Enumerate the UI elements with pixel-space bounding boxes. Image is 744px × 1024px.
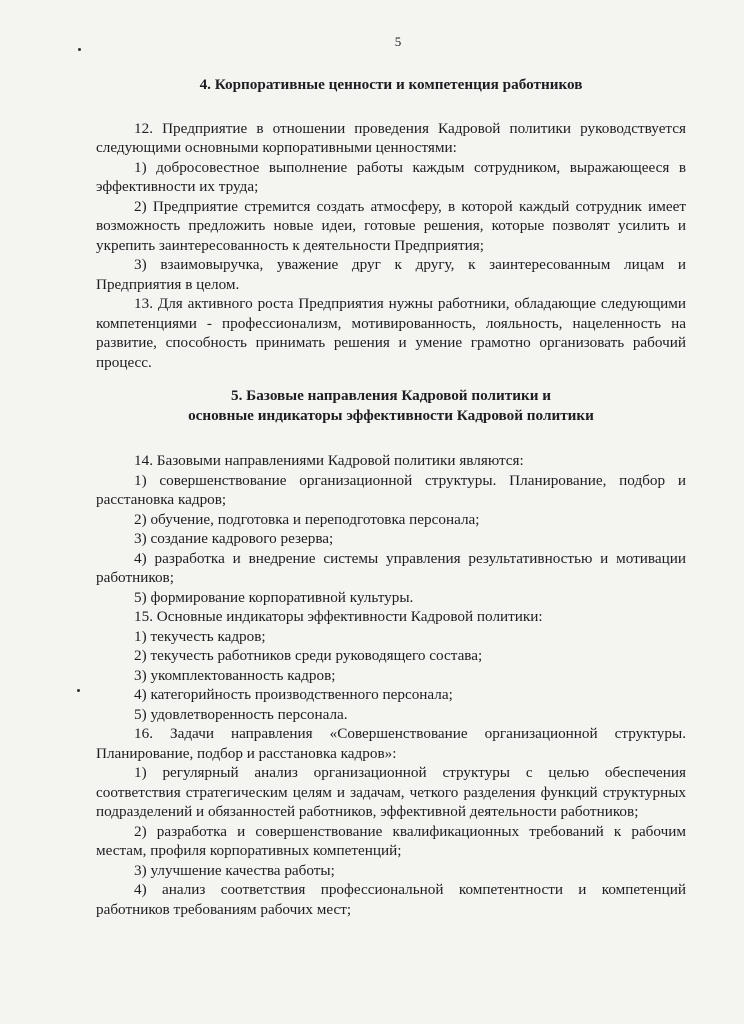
list-item: 3) улучшение качества работы; (134, 861, 335, 879)
paragraph: 14. Базовыми направлениями Кадровой политики являются: (134, 452, 524, 469)
scan-speck (78, 48, 81, 51)
list-item: 4) категорийность производственного персонала; (134, 686, 453, 703)
section-4-body (96, 119, 686, 373)
list-item: 3) укомплектованность кадров; (134, 666, 336, 684)
list-item: 1) совершенствование организационной структуры. Планирование, подбор и расстановка кадров; (96, 471, 686, 508)
list-item: 4) разработка и внедрение системы управления результативностью и мотивации работников; (96, 549, 686, 586)
section-5-body (96, 451, 686, 919)
scan-speck (77, 689, 80, 692)
list-item: 2) обучение, подготовка и переподготовка персонала; (134, 510, 480, 528)
list-item: 2) текучесть работников среди руководящего состава; (134, 647, 483, 664)
list-item: 2) Предприятие стремится создать атмосферу, в которой каждый сотрудник имеет возможность предложить новые идеи, готовые решения, которые позволят усилить и укрепить заинтересованность к деятельности Предприятия; (96, 197, 686, 254)
section-5-title-line-1: 5. Базовые направления Кадровой политики и (230, 387, 552, 404)
section-4-title: 4. Корпоративные ценности и компетенция работников (199, 76, 583, 93)
paragraph: 12. Предприятие в отношении проведения Кадровой политики руководствуется следующими основными корпоративными ценностями: (96, 119, 686, 156)
list-item: 5) формирование корпоративной культуры. (134, 588, 414, 606)
list-item: 1) регулярный анализ организационной структуры с целью обеспечения соответствия стратегическим целям и задачам, четкого разделения функций структурных подразделений и обязанностей работников, эффективной деятельности работников; (96, 764, 686, 820)
list-item: 5) удовлетворенность персонала. (134, 705, 348, 723)
paragraph: 13. Для активного роста Предприятия нужны работники, обладающие следующими компетенциями - профессионализм, мотивированность, лояльность, нацеленность на развитие, способность принимать решения и умение грамотно организовать рабочий процесс. (96, 295, 686, 371)
list-item: 3) взаимовыручка, уважение друг к другу, к заинтересованным лицам и Предприятия в целом. (96, 256, 686, 293)
list-item: 3) создание кадрового резерва; (134, 530, 334, 547)
list-item: 2) разработка и совершенствование квалификационных требований к рабочим местам, профиля корпоративных компетенций; (96, 822, 686, 859)
section-5-title-line-2: основные индикаторы эффективности Кадровой политики (188, 406, 594, 424)
page-number: 5 (394, 34, 402, 49)
list-item: 1) добросовестное выполнение работы каждым сотрудником, выражающееся в эффективности их труда; (96, 158, 686, 195)
list-item: 4) анализ соответствия профессиональной компетентности и компетенций работников требованиям рабочих мест; (96, 881, 686, 918)
section-5-title (96, 386, 686, 425)
list-item: 1) текучесть кадров; (134, 627, 266, 645)
paragraph: 15. Основные индикаторы эффективности Кадровой политики: (134, 608, 543, 625)
paragraph: 16. Задачи направления «Совершенствование организационной структуры. Планирование, подбор и расстановка кадров»: (96, 725, 686, 762)
